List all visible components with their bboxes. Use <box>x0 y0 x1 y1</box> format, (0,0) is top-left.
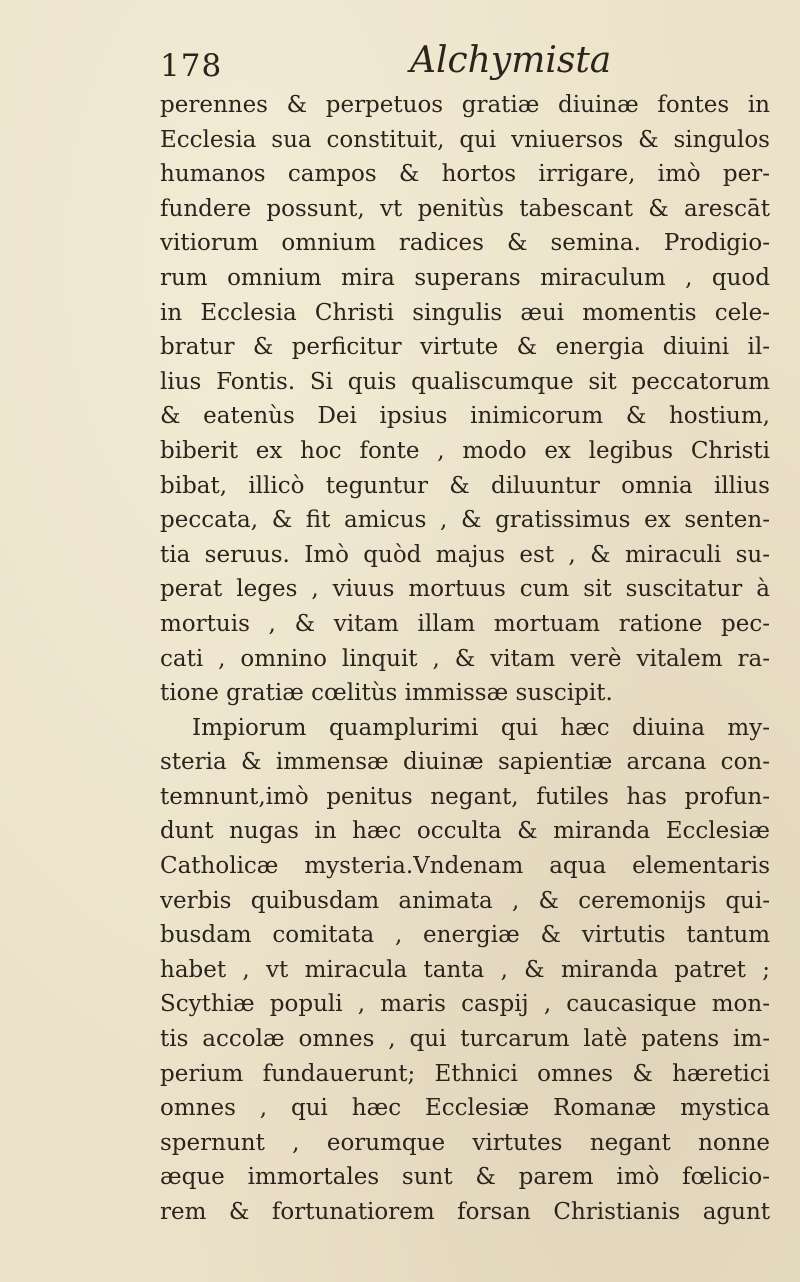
text-line: tis accolæ omnes , qui turcarum latè patens im- <box>160 1026 770 1053</box>
text-line: bratur & perficitur virtute & energia diuini il- <box>160 334 770 361</box>
text-line: habet , vt miracula tanta , & miranda patret ; <box>160 956 770 983</box>
text-line: Scythiæ populi , maris caspij , caucasique mon- <box>160 991 770 1018</box>
page-number: 178 <box>160 48 223 84</box>
text-line: vitiorum omnium radices & semina. Prodigio- <box>160 230 770 257</box>
text-line: omnes , qui hæc Ecclesiæ Romanæ mystica <box>160 1095 770 1122</box>
text-line: rum omnium mira superans miraculum , quod <box>160 264 770 291</box>
text-line: mortuis , & vitam illam mortuam ratione pec- <box>160 610 770 637</box>
text-line: biberit ex hoc fonte , modo ex legibus Christi <box>160 437 770 464</box>
text-line: fundere possunt, vt penitùs tabescant & arescāt <box>160 195 770 222</box>
text-line: steria & immensæ diuinæ sapientiæ arcana con- <box>160 749 770 776</box>
text-line: perennes & perpetuos gratiæ diuinæ fontes in <box>160 92 770 118</box>
text-line: humanos campos & hortos irrigare, imò per- <box>160 161 770 188</box>
text-line: busdam comitata , energiæ & virtutis tantum <box>160 922 770 949</box>
text-line: bibat, illicò teguntur & diluuntur omnia illius <box>160 472 770 499</box>
text-line: tione gratiæ cœlitùs immissæ suscipit. <box>160 680 613 707</box>
text-line: Catholicæ mysteria.Vndenam aqua elementaris <box>160 853 770 880</box>
text-line: verbis quibusdam animata , & ceremonijs qui- <box>160 887 770 914</box>
paragraph-1 <box>160 88 770 711</box>
text-line: spernunt , eorumque virtutes negant nonne <box>160 1129 770 1156</box>
text-line: lius Fontis. Si quis qualiscumque sit peccatorum <box>160 368 770 395</box>
text-line: tia seruus. Imò quòd majus est , & miraculi su- <box>160 541 770 568</box>
text-line: æque immortales sunt & parem imò fœlicio- <box>160 1164 770 1191</box>
text-line: & eatenùs Dei ipsius inimicorum & hostium, <box>160 403 770 430</box>
running-head: Alchymista <box>410 40 612 81</box>
body-text <box>160 88 770 1230</box>
text-line: Ecclesia sua constituit, qui vniuersos & singulos <box>160 126 770 153</box>
paragraph-2 <box>160 711 770 1230</box>
text-line: cati , omnino linquit , & vitam verè vitalem ra- <box>160 645 770 672</box>
text-line: rem & fortunatiorem forsan Christianis agunt <box>160 1199 770 1225</box>
text-line: perat leges , viuus mortuus cum sit suscitatur à <box>160 576 770 603</box>
page-header <box>160 40 770 90</box>
text-line: perium fundauerunt; Ethnici omnes & hæretici <box>160 1060 770 1087</box>
text-line: peccata, & fit amicus , & gratissimus ex senten- <box>160 507 770 534</box>
text-line: dunt nugas in hæc occulta & miranda Ecclesiæ <box>160 818 770 845</box>
text-line: temnunt,imò penitus negant, futiles has profun- <box>160 783 770 810</box>
text-line: in Ecclesia Christi singulis æui momentis cele- <box>160 299 770 326</box>
text-line: Impiorum quamplurimi qui hæc diuina my- <box>192 714 770 741</box>
